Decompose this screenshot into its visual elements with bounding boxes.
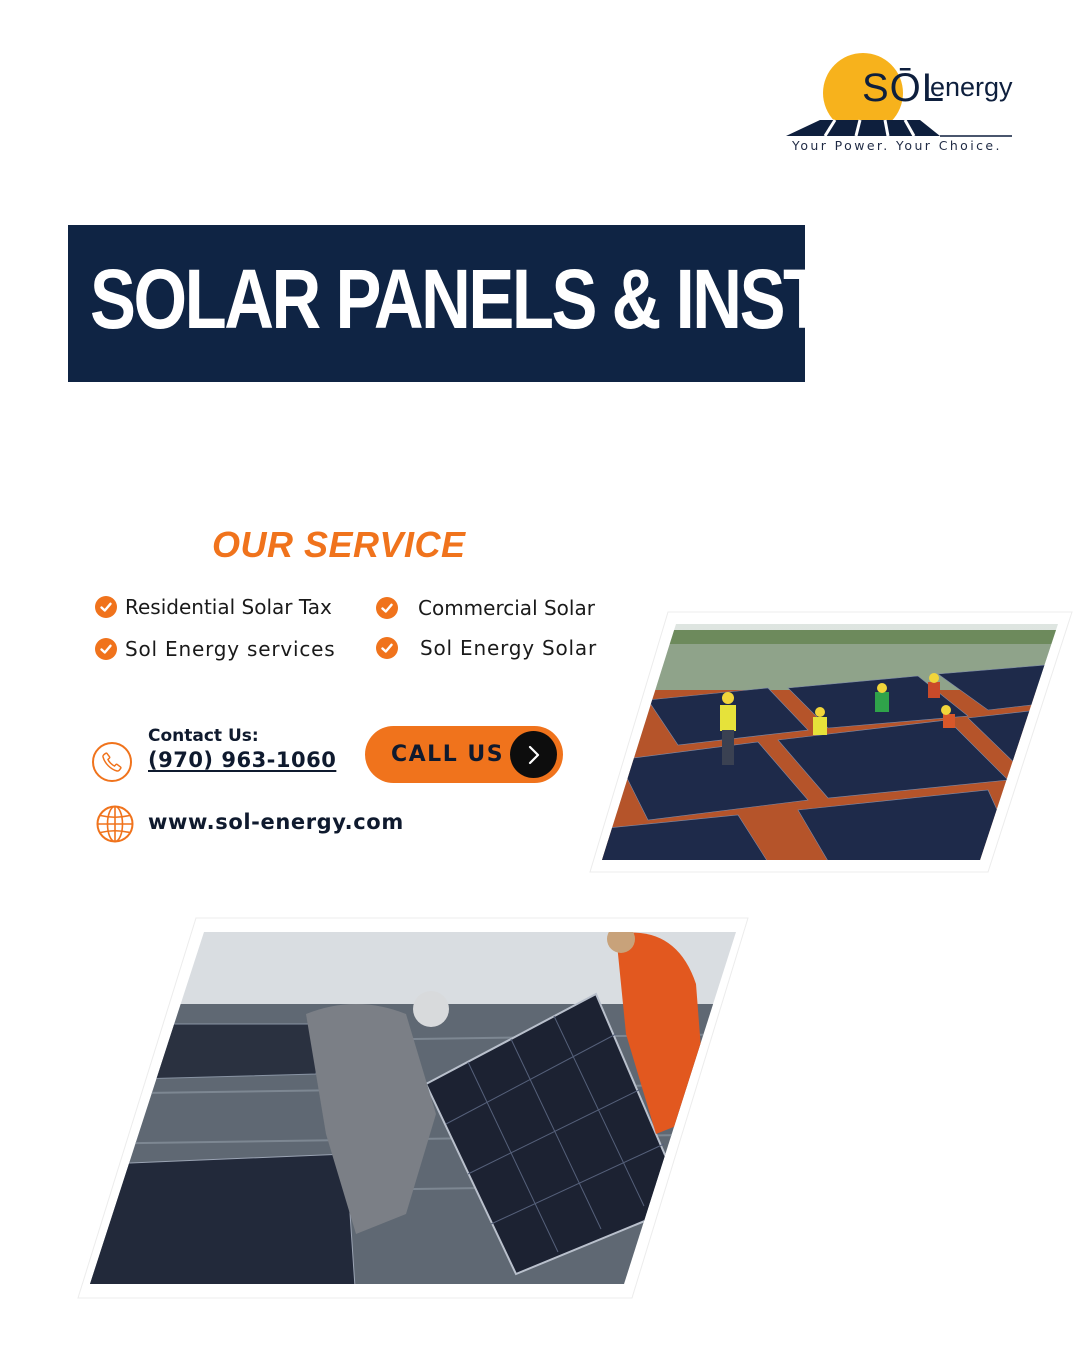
service-item-commercial xyxy=(376,596,595,620)
logo-text-sol: SŌL xyxy=(862,66,946,110)
service-item-label: Sol Energy Solar xyxy=(420,636,597,660)
service-item-label: Sol Energy services xyxy=(125,637,336,661)
check-circle-icon xyxy=(376,597,398,619)
rooftop-workers-photo xyxy=(588,610,1074,878)
service-item-label: Commercial Solar xyxy=(418,596,595,620)
service-item-label: Residential Solar Tax xyxy=(125,595,332,619)
check-circle-icon xyxy=(95,638,117,660)
phone-icon[interactable] xyxy=(92,742,132,782)
check-circle-icon xyxy=(376,637,398,659)
contact-label: Contact Us: xyxy=(148,726,259,746)
logo-tagline: Your Power. Your Choice. xyxy=(792,138,1002,153)
check-circle-icon xyxy=(95,596,117,618)
service-heading: OUR SERVICE xyxy=(212,524,466,565)
call-us-label: CALL US xyxy=(391,742,505,767)
call-us-button[interactable] xyxy=(365,726,563,783)
website-link[interactable]: www.sol-energy.com xyxy=(148,810,404,834)
service-item-services xyxy=(95,637,335,661)
solar-roof-shape xyxy=(786,120,940,136)
page-title: SOLAR PANELS & INSTALL xyxy=(90,252,945,346)
logo-text-energy: energy xyxy=(930,72,1013,102)
chevron-right-icon xyxy=(510,731,557,778)
service-item-residential xyxy=(95,595,332,619)
service-item-solar xyxy=(376,636,597,660)
globe-icon xyxy=(95,804,135,844)
title-banner xyxy=(68,225,945,382)
brand-logo xyxy=(780,50,1030,160)
panel-installation-photo xyxy=(76,914,750,1302)
phone-link[interactable]: (970) 963-1060 xyxy=(148,748,337,772)
